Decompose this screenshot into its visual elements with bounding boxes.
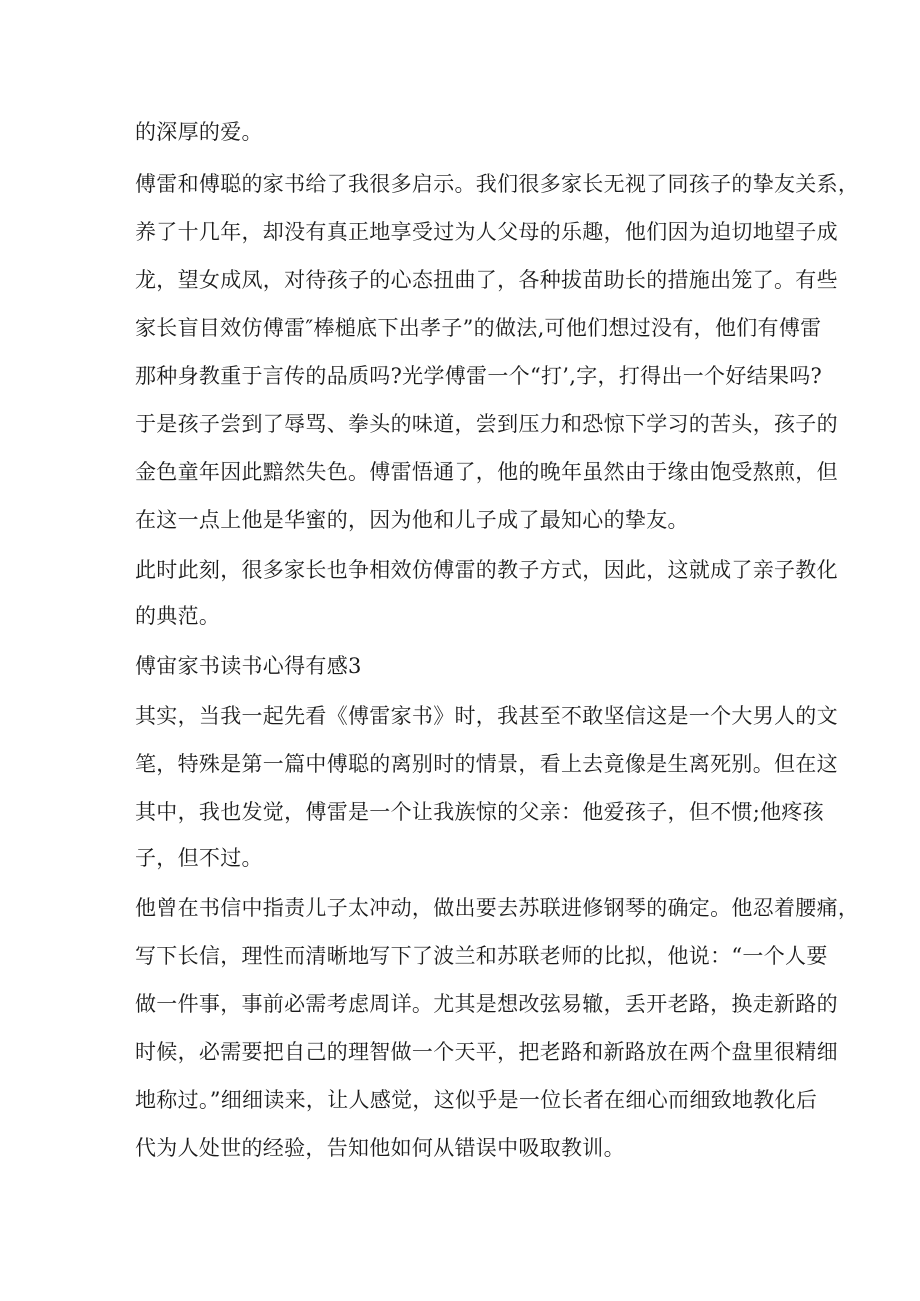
- text-line: 家长盲目效仿傅雷″棒槌底下出孝子”的做法,可他们想过没有，他们有傅雷: [135, 316, 822, 340]
- text-line: 写下长信，理性而清晰地写下了波兰和苏联老师的比拟，他说：“一个人要: [135, 944, 828, 968]
- text-line: 他曾在书信中指责儿子太冲动，做出要去苏联进修钢琴的确定。他忍着腰痛，: [135, 896, 860, 920]
- text-line: 其中，我也发觉，傅雷是一个让我族惊的父亲：他爱孩子，但不惯;他疼孩: [135, 800, 824, 824]
- text-line: 地称过。”细细读来，让人感觉，这似乎是一位长者在细心而细致地教化后: [135, 1088, 818, 1112]
- text-line: 的深厚的爱。: [135, 120, 263, 144]
- text-line: 那种身教重于言传的品质吗?光学傅雷一个“打’,字，打得出一个好结果吗?: [135, 364, 823, 388]
- text-line: 笔，特殊是第一篇中傅聪的离别时的情景，看上去竟像是生离死别。但在这: [135, 752, 838, 776]
- text-line: 金色童年因此黯然失色。傅雷悟通了，他的晚年虽然由于缘由饱受熬煎，但: [135, 460, 838, 484]
- text-line: 代为人处世的经验，告知他如何从错误中吸取教训。: [135, 1136, 625, 1160]
- text-line: 的典范。: [135, 604, 221, 628]
- text-line: 于是孩子尝到了辱骂、拳头的味道，尝到压力和恐惊下学习的苦头，孩子的: [135, 412, 838, 436]
- text-line: 其实，当我一起先看《傅雷家书》时，我甚至不敢坚信这是一个大男人的文: [135, 704, 838, 728]
- text-line: 在这一点上他是华蜜的，因为他和儿子成了最知心的挚友。: [135, 508, 689, 532]
- text-line: 龙，望女成凤，对待孩子的心态扭曲了，各种拔苗助长的措施出笼了。有些: [135, 268, 838, 292]
- text-line: 时候，必需要把自己的理智做一个天平，把老路和新路放在两个盘里很精细: [135, 1040, 838, 1064]
- section-heading: 傅宙家书读书心得有感3: [135, 654, 362, 678]
- text-line: 傅雷和傅聪的家书给了我很多启示。我们很多家长无视了同孩子的挚友关系，: [135, 172, 860, 196]
- text-line: 子，但不过。: [135, 846, 263, 870]
- text-line: 养了十几年，却没有真正地享受过为人父母的乐趣，他们因为迫切地望子成: [135, 220, 838, 244]
- text-line: 做一件事，事前必需考虑周详。尤其是想改弦易辙，丢开老路，换走新路的: [135, 992, 838, 1016]
- text-line: 此时此刻，很多家长也争相效仿傅雷的教子方式，因此，这就成了亲子教化: [135, 558, 838, 582]
